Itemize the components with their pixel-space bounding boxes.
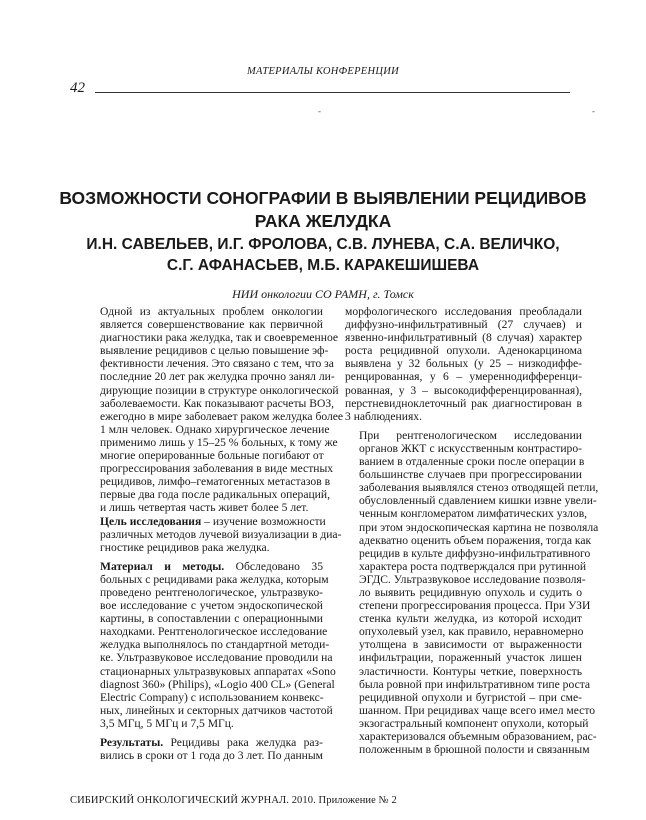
morphology-paragraph [345,305,582,423]
text-line: прогрессирования заболевания в виде местных [100,462,334,476]
text-line: большинстве случаев при прогрессировании [359,468,582,482]
text-line: заболевания выявлялся стеноз отводящей петли, [359,481,599,495]
text-line: Материал и методы. Обследовано 35 [100,559,323,573]
journal-footer: СИБИРСКИЙ ОНКОЛОГИЧЕСКИЙ ЖУРНАЛ. 2010. Приложение № 2 [70,795,397,806]
text-line: При рентгенологическом исследовании [359,428,582,442]
text-line: проведено рентгенологическое, ультразвуко- [100,585,323,599]
text-line: обусловленный сдавлением кишки извне увели- [359,494,597,508]
text-line: степени прогрессирования процесса. При УЗИ [359,599,591,613]
article-title [0,187,646,233]
text-line: роста рецидивной опухоли. Аденокарцинома [345,344,582,358]
text-line: рецидивной опухоли и бугристой – при сме- [359,690,582,704]
section-label: Материал и методы. [100,559,225,573]
text-line: Результаты. Рецидивы рака желудка раз- [100,736,323,749]
text-line: ванием в отдаленные сроки после операции в [359,455,585,469]
text-line: diagnost 360» (Philips), «Logio 400 CL» (General [100,677,335,691]
text-line: рецидив в культе диффузно-инфильтративного [359,546,591,560]
text-line: гностике рецидивов рака желудка. [100,540,270,554]
text-line: язвенно-инфильтративный (8 случая) характер [345,331,582,345]
text-line: инфильтрации, пораженный участок лишен [359,651,582,665]
text-line: находками. Рентгенологическое исследование [100,625,328,639]
text-line: ЭГДС. Ультразвуковое исследование позволя- [359,572,586,586]
text-line: Цель исследования – изучение возможности [100,514,326,528]
heading-line: РАКА ЖЕЛУДКА [254,211,392,231]
text-line: утолщена в зависимости от выраженности [359,638,582,652]
text-line: морфологического исследования преобладали [345,305,582,318]
text-line: опухолевый узел, как правило, неравномерно [359,625,584,639]
text-line: ежегодно в мире заболевает раком желудка более [100,409,344,423]
text-line: перстневидноклеточный рак диагностирован в [345,396,582,410]
text-line: первые два года после радикальных операций, [100,488,330,502]
text-line: желудка выполнялось по стандартной методи- [100,638,330,652]
text-line: различных методов лучевой визуализации в диа- [100,527,342,541]
text-line: органов ЖКТ с искусственным контрастиро- [359,441,582,455]
page-number: 42 [70,80,85,96]
running-header: МАТЕРИАЛЫ КОНФЕРЕНЦИИ [246,66,400,77]
text-line: 1 млн человек. Однако хирургическое лечение [100,422,330,436]
text-line: последние 20 лет рак желудка прочно занял ли- [100,370,335,384]
text-line: выявлена у 32 больных (у 25 – низкодиффе- [345,357,582,371]
text-line: является совершенствование как первичной [100,318,323,332]
results-paragraph [86,736,323,762]
article-affiliation: НИИ онкологии СО РАМН, г. Томск [232,287,414,301]
text-line: стенка культи желудка, из которой исходит [359,612,582,626]
text-line: картины, в сопоставлении с операционными [100,612,323,626]
text-line: эластичности. Контуры четкие, поверхность [359,664,582,678]
text-line: рецидивов, лимфо–гематогенных метастазов в [100,475,331,489]
text-line: диагностики рака желудка, так и своевременное [100,331,339,345]
right-column [345,305,599,757]
text-line: дирующие позиции в структуре онкологической [100,383,339,397]
intro-paragraph [86,305,344,515]
text-line: применимо лишь у 15–25 % больных, к тому же [100,435,338,449]
text-line: при этом эндоскопическая картина не позволяла [359,520,599,534]
text-line: вое исследование с учетом эндоскопической [100,599,323,613]
heading-line: С.Г. АФАНАСЬЕВ, М.Б. КАРАКЕШИШЕВА [166,257,480,274]
text-line: стационарных ультразвуковых аппаратах «Sono [100,664,336,678]
header-rule [95,92,570,93]
xray-paragraph [345,428,599,757]
dash-right: - [592,106,595,116]
text-line: рованная, у 3 – высокодифференцированная), [345,383,582,397]
text-line: фективности лечения. Это связано с тем, что за [100,357,334,371]
text-line: Electric Company) с использованием конвекс- [100,690,324,704]
text-line: 3 наблюдениях. [345,409,422,423]
heading-line: И.Н. САВЕЛЬЕВ, И.Г. ФРОЛОВА, С.В. ЛУНЕВА, С.А. ВЕЛИЧКО, [86,236,560,253]
text-line: вились в сроки от 1 года до 3 лет. По данным [100,749,323,763]
text-line: ных, линейных и секторных датчиков частотой [100,703,333,717]
text-line: многие оперированные больные погибают от [100,449,324,463]
text-line: ло выявить рецидивную опухоль и судить о [359,585,582,599]
text-line: ренцированная, у 6 – умереннодифференци- [345,370,582,384]
section-label: Результаты. [100,736,164,749]
text-line: характеризовался объемным образованием, рас- [359,730,597,743]
dash-left: - [318,106,321,116]
left-column [86,305,344,763]
aim-paragraph [86,514,342,554]
text-line: ке. Ультразвуковое исследование проводили на [100,651,333,665]
heading-line: ВОЗМОЖНОСТИ СОНОГРАФИИ В ВЫЯВЛЕНИИ РЕЦИДИВОВ [59,188,587,208]
text-line: адекватно оценить объем поражения, тогда как [359,533,592,547]
text-line: 3,5 МГц, 5 МГц и 7,5 МГц. [100,716,234,730]
article-authors [0,234,646,276]
text-line: Одной из актуальных проблем онкологии [100,305,323,318]
methods-paragraph [86,559,336,730]
text-line: шанном. При рецидивах чаще всего имел место [359,703,596,717]
text-line: характера роста подтверждался при рутинной [359,559,587,573]
text-line: экзогастральный компонент опухоли, который [359,716,589,730]
text-line: диффузно-инфильтративный (27 случаев) и [345,318,582,332]
text-line: ченным конгломератом лимфатических узлов, [359,507,588,521]
text-line: и лишь четвертая часть живет более 5 лет. [100,501,309,515]
text-line: больных с рецидивами рака желудка, которым [100,572,329,586]
section-label: Цель исследования [100,514,202,528]
text-line: была ровной при инфильтративном типе роста [359,677,591,691]
text-line: выявление рецидивов с целью повышение эф- [100,344,329,358]
text-line: заболеваемости. Как показывают расчеты ВОЗ, [100,396,335,410]
text-line: положенным в брюшной полости и связанным [359,743,590,757]
